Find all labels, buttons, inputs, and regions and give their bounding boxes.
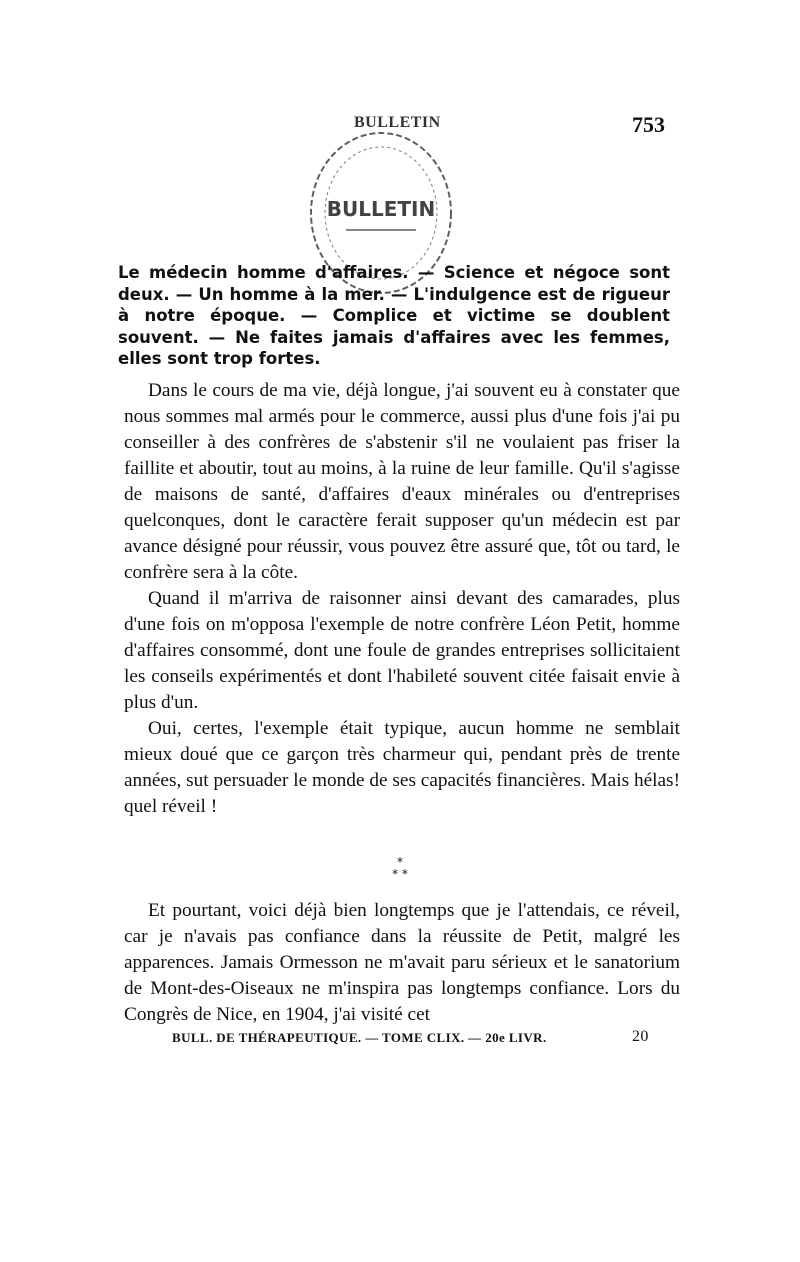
paragraph: Quand il m'arriva de raisonner ainsi devant des camarades, plus d'une fois on m'opposa l'exemple de notre confrère Léon Petit, homme d'affaires consommé, dont une foule de grandes entreprises sollicitaient les conseils expérimentés et dont l'habileté souvent citée faisait envie à plus d'un. (124, 588, 680, 713)
paragraph: Dans le cours de ma vie, déjà longue, j'ai souvent eu à constater que nous sommes mal armés pour le commerce, aussi plus d'une fois j'ai pu conseiller à des confrères de s'abstenir s'il ne voulaient pas friser la faillite et aboutir, tout au moins, à la ruine de leur famille. Qu'il s'agisse de maisons de santé, d'affaires d'eaux minérales ou d'entreprises quelconques, dont le caractère ferait supposer qu'un médecin est par avance désigné pour réussir, vous pouvez être assuré que, tôt ou tard, le confrère sera à la côte. (124, 380, 680, 583)
footer-signature: BULL. DE THÉRAPEUTIQUE. — TOME CLIX. — 20e LIVR. (172, 1030, 547, 1045)
footer-sheet-number: 20 (632, 1028, 649, 1045)
section-asterism (380, 856, 420, 880)
page-footer (172, 1030, 672, 1046)
body-text (124, 378, 680, 820)
page-number: 753 (632, 112, 665, 137)
paragraph: Et pourtant, voici déjà bien longtemps que je l'attendais, ce réveil, car je n'avais pas confiance dans la réussite de Petit, malgré les apparences. Jamais Ormesson ne m'avait paru sérieux et le sanatorium de Mont-des-Oiseaux ne m'inspira pas longtemps confiance. Lors du Congrès de Nice, en 1904, j'ai visité cet (124, 900, 680, 1025)
stamp-label: BULLETIN (326, 197, 436, 221)
asterism-top: * (397, 855, 403, 869)
paragraph: Oui, certes, l'exemple était typique, aucun homme ne semblait mieux doué que ce garçon très charmeur qui, pendant près de trente années, sut persuader le monde de ses capacités financières. Mais hélas! quel réveil ! (124, 718, 680, 817)
asterism-bottom: * * (392, 867, 408, 881)
chapter-summary: Le médecin homme d'affaires. — Science et négoce sont deux. — Un homme à la mer. — L'indulgence est de rigueur à notre époque. — Complice et victime se doublent souvent. — Ne faites jamais d'affaires avec les femmes, elles sont trop fortes. (118, 263, 670, 368)
body-text-continued (124, 898, 680, 1028)
running-title: BULLETIN (354, 114, 441, 131)
